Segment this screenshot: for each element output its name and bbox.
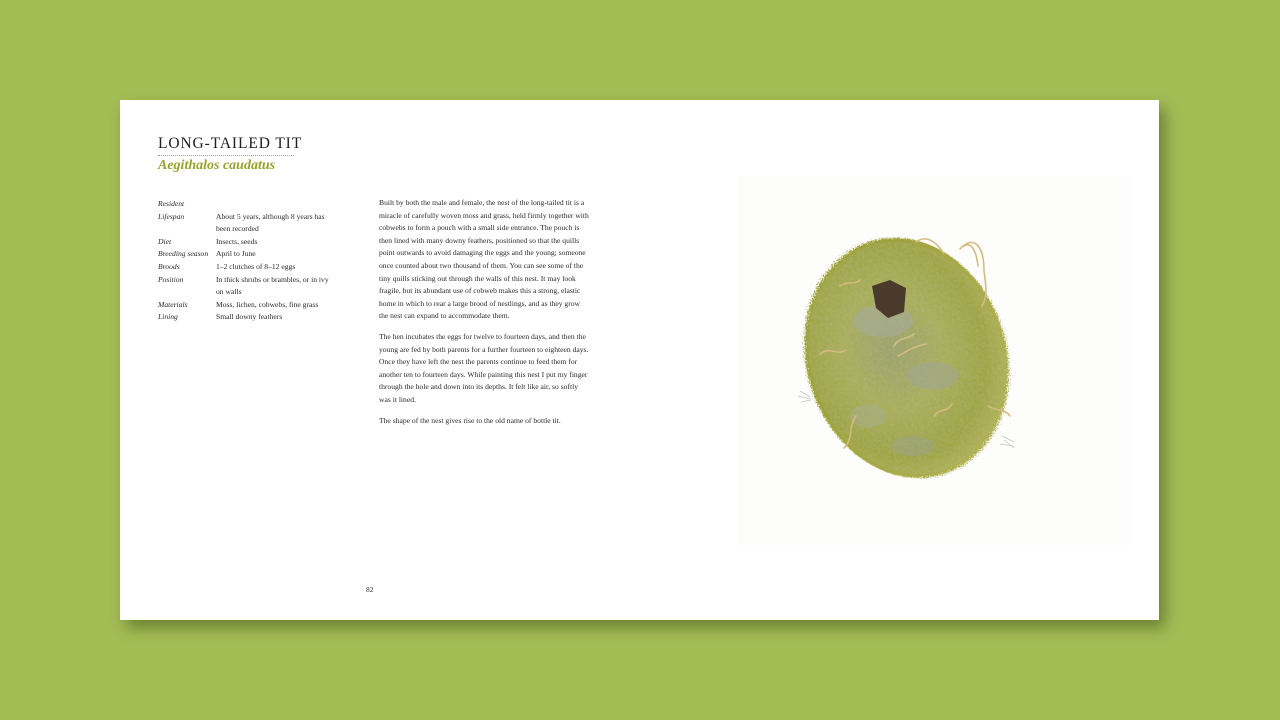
fact-value [216, 198, 331, 211]
fact-row-resident [158, 198, 331, 211]
book-spread [120, 100, 1159, 620]
fact-label: Lifespan [158, 211, 185, 221]
fact-row-broods [158, 261, 331, 274]
fact-row-position [158, 274, 331, 299]
paragraph: The shape of the nest gives rise to the old name of bottle tit. [379, 415, 561, 425]
fact-label: Diet [158, 236, 172, 246]
fact-label: Position [158, 274, 184, 284]
fact-value: In thick shrubs or brambles, or in ivy on walls [216, 274, 329, 297]
fact-row-lifespan [158, 211, 331, 236]
fact-row-lining [158, 311, 331, 324]
fact-value: About 5 years, although 8 years has been recorded [216, 211, 325, 234]
fact-row-diet [158, 236, 331, 249]
fact-value: 1–2 clutches of 8–12 eggs [216, 261, 296, 271]
fact-table [158, 198, 331, 324]
fact-value: Moss, lichen, cobwebs, fine grass [216, 299, 319, 309]
paragraph: The hen incubates the eggs for twelve to fourteen days, and then the young are fed by both parents for a further fourteen to eighteen days. Once they have left the nest the parents continue to feed them for another ten to fourteen days. While painting this nest I put my finger through the hole and down into its depths. It felt like air, so softly was it lined. [379, 331, 589, 404]
page-number: 82 [366, 585, 374, 594]
fact-label: Lining [158, 312, 178, 322]
fact-label: Broods [158, 261, 180, 271]
nest-illustration-icon [738, 176, 1129, 546]
illustration-plate [738, 176, 1129, 546]
fact-row-materials [158, 299, 331, 312]
fact-value: April to June [216, 249, 256, 259]
fact-value: Insects, seeds [216, 236, 258, 246]
fact-row-breeding-season [158, 248, 331, 261]
fact-label: Materials [158, 299, 188, 309]
scientific-name: Aegithalos caudatus [158, 158, 276, 173]
fact-label: Breeding season [158, 249, 209, 259]
fact-value: Small downy feathers [216, 312, 283, 322]
body-text [379, 197, 589, 435]
species-title: LONG-TAILED TIT [158, 135, 294, 156]
paragraph: Built by both the male and female, the nest of the long-tailed tit is a miracle of carefully woven moss and grass, held firmly together with cobwebs to form a pouch with a small side entrance. The pouch is then lined with many downy feathers, positioned so that the quills point outwards to avoid damaging the eggs and the young; someone once counted about two thousand of them. You can see some of the tiny quills sticking out through the walls of this nest. It may look fragile, but its abundant use of cobweb makes this a strong, elastic home in which to rear a large brood of nestlings, and as they grow the nest can expand to accommodate them. [379, 198, 589, 321]
fact-label: Resident [158, 199, 185, 208]
